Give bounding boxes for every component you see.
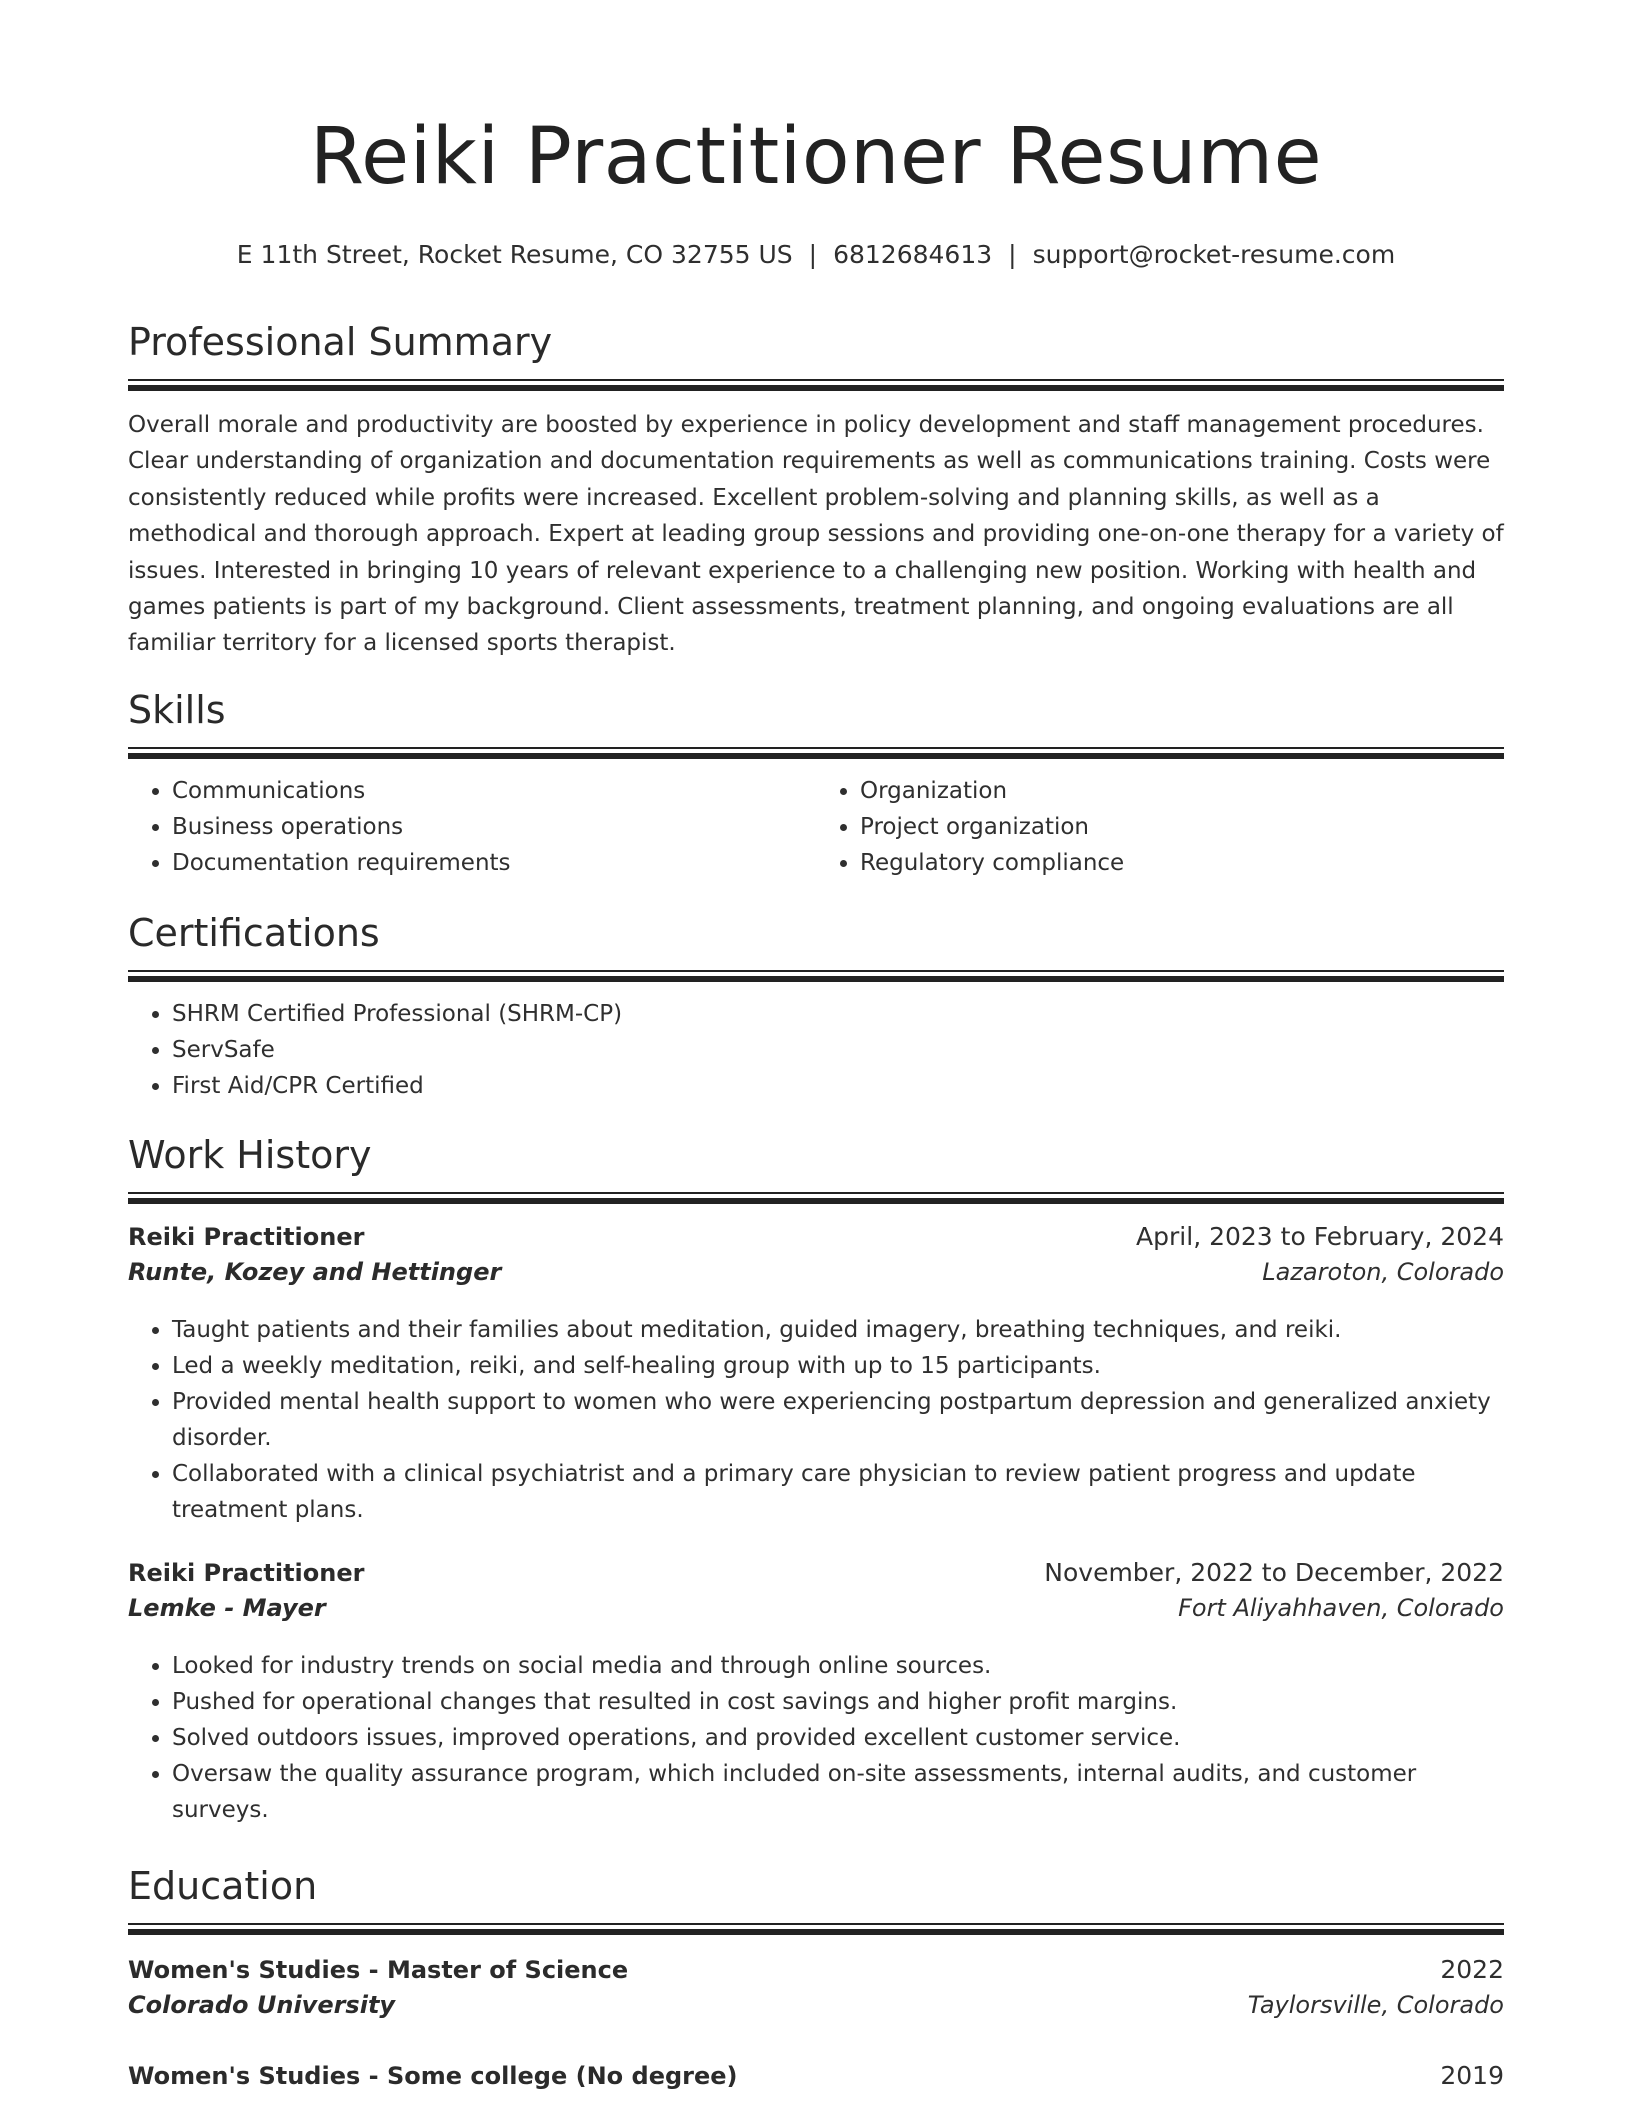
- contact-phone: 6812684613: [833, 240, 993, 269]
- certifications-list: [128, 996, 1504, 1104]
- job-duty: • Looked for industry trends on social media and through online sources.: [172, 1648, 1504, 1684]
- education-year: 2019: [1440, 2061, 1504, 2090]
- summary-text: Overall morale and productivity are boosted by experience in policy development and staff management procedures. Clear understanding of organization and documentation requirements as well as communications training. Costs were consistently reduced while profits were increased. Excellent problem-solving and planning skills, as well as a methodical and thorough approach. Expert at leading group sessions and providing one-on-one therapy for a variety of issues. Interested in bringing 10 years of relevant experience to a challenging new position. Working with health and games patients is part of my background. Client assessments, treatment planning, and ongoing evaluations are all familiar territory for a licensed sports therapist.: [128, 412, 1504, 657]
- section-divider: [128, 1192, 1504, 1204]
- skills-list-right: [816, 773, 1504, 881]
- skills-heading: Skills: [128, 688, 226, 732]
- skills-section: [128, 688, 1504, 881]
- job-entry: [128, 1222, 1504, 1528]
- certification-item: • ServSafe: [172, 1032, 1504, 1068]
- job-duty: • Pushed for operational changes that resulted in cost savings and higher profit margins.: [172, 1684, 1504, 1720]
- work-history-section: [128, 1133, 1504, 1828]
- skill-item: • Project organization: [860, 809, 1504, 845]
- skill-item: • Documentation requirements: [172, 845, 816, 881]
- skill-item: • Organization: [860, 773, 1504, 809]
- education-entry: [128, 1955, 1504, 2031]
- job-duty: • Provided mental health support to women who were experiencing postpartum depression and generalized anxiety disorder.: [172, 1384, 1504, 1456]
- education-header-row: [128, 2061, 1504, 2097]
- section-divider: [128, 747, 1504, 759]
- skill-item: • Regulatory compliance: [860, 845, 1504, 881]
- contact-email: support@rocket-resume.com: [1032, 240, 1396, 269]
- certification-item: • First Aid/CPR Certified: [172, 1068, 1504, 1104]
- certification-item: • SHRM Certified Professional (SHRM-CP): [172, 996, 1504, 1032]
- education-year: 2022: [1440, 1955, 1504, 1984]
- job-duty: • Collaborated with a clinical psychiatrist and a primary care physician to review patient progress and update treatment plans.: [172, 1456, 1504, 1528]
- contact-separator: |: [808, 240, 818, 269]
- job-entry: [128, 1558, 1504, 1828]
- certifications-heading: Certifications: [128, 911, 380, 955]
- education-school: Colorado University: [128, 1991, 396, 2019]
- resume-title: Reiki Practitioner Resume: [309, 112, 1323, 202]
- job-duty: • Taught patients and their families about meditation, guided imagery, breathing techniques, and reiki.: [172, 1312, 1504, 1348]
- job-title: Reiki Practitioner: [128, 1559, 365, 1587]
- education-entry: [128, 2061, 1504, 2097]
- contact-line: [128, 240, 1504, 269]
- contact-address: E 11th Street, Rocket Resume, CO 32755 US: [236, 240, 793, 269]
- job-header-row: [128, 1222, 1504, 1258]
- education-section: [128, 1864, 1504, 2097]
- education-degree: Women's Studies - Some college (No degree): [128, 2062, 738, 2090]
- job-duty: • Oversaw the quality assurance program, which included on-site assessments, internal audits, and customer surveys.: [172, 1756, 1504, 1828]
- job-location: Fort Aliyahhaven, Colorado: [1178, 1594, 1504, 1622]
- section-divider: [128, 1923, 1504, 1935]
- job-header-row: [128, 1558, 1504, 1594]
- skill-item: • Communications: [172, 773, 816, 809]
- section-divider: [128, 379, 1504, 391]
- education-school-row: [128, 1991, 1504, 2031]
- job-duty: • Led a weekly meditation, reiki, and self-healing group with up to 15 participants.: [172, 1348, 1504, 1384]
- job-duty: • Solved outdoors issues, improved operations, and provided excellent customer service.: [172, 1720, 1504, 1756]
- job-company-row: [128, 1258, 1504, 1298]
- job-company: Runte, Kozey and Hettinger: [128, 1258, 502, 1286]
- skills-list-left: [128, 773, 816, 881]
- work-history-heading: Work History: [128, 1133, 372, 1177]
- education-heading: Education: [128, 1864, 318, 1908]
- contact-separator: |: [1008, 240, 1017, 269]
- skill-item: • Business operations: [172, 809, 816, 845]
- summary-section: [128, 320, 1504, 662]
- skills-columns: [128, 759, 1504, 881]
- certifications-section: [128, 911, 1504, 1104]
- job-dates: November, 2022 to December, 2022: [1044, 1558, 1504, 1587]
- job-dates: April, 2023 to February, 2024: [1136, 1222, 1504, 1251]
- job-company-row: [128, 1594, 1504, 1634]
- job-title: Reiki Practitioner: [128, 1223, 365, 1251]
- job-location: Lazaroton, Colorado: [1262, 1258, 1504, 1286]
- education-location: Taylorsville, Colorado: [1247, 1991, 1504, 2019]
- section-divider: [128, 970, 1504, 982]
- summary-heading: Professional Summary: [128, 320, 553, 364]
- education-degree: Women's Studies - Master of Science: [128, 1956, 629, 1984]
- job-duties-list: [128, 1648, 1504, 1828]
- education-header-row: [128, 1955, 1504, 1991]
- job-duties-list: [128, 1312, 1504, 1528]
- job-company: Lemke - Mayer: [128, 1594, 326, 1622]
